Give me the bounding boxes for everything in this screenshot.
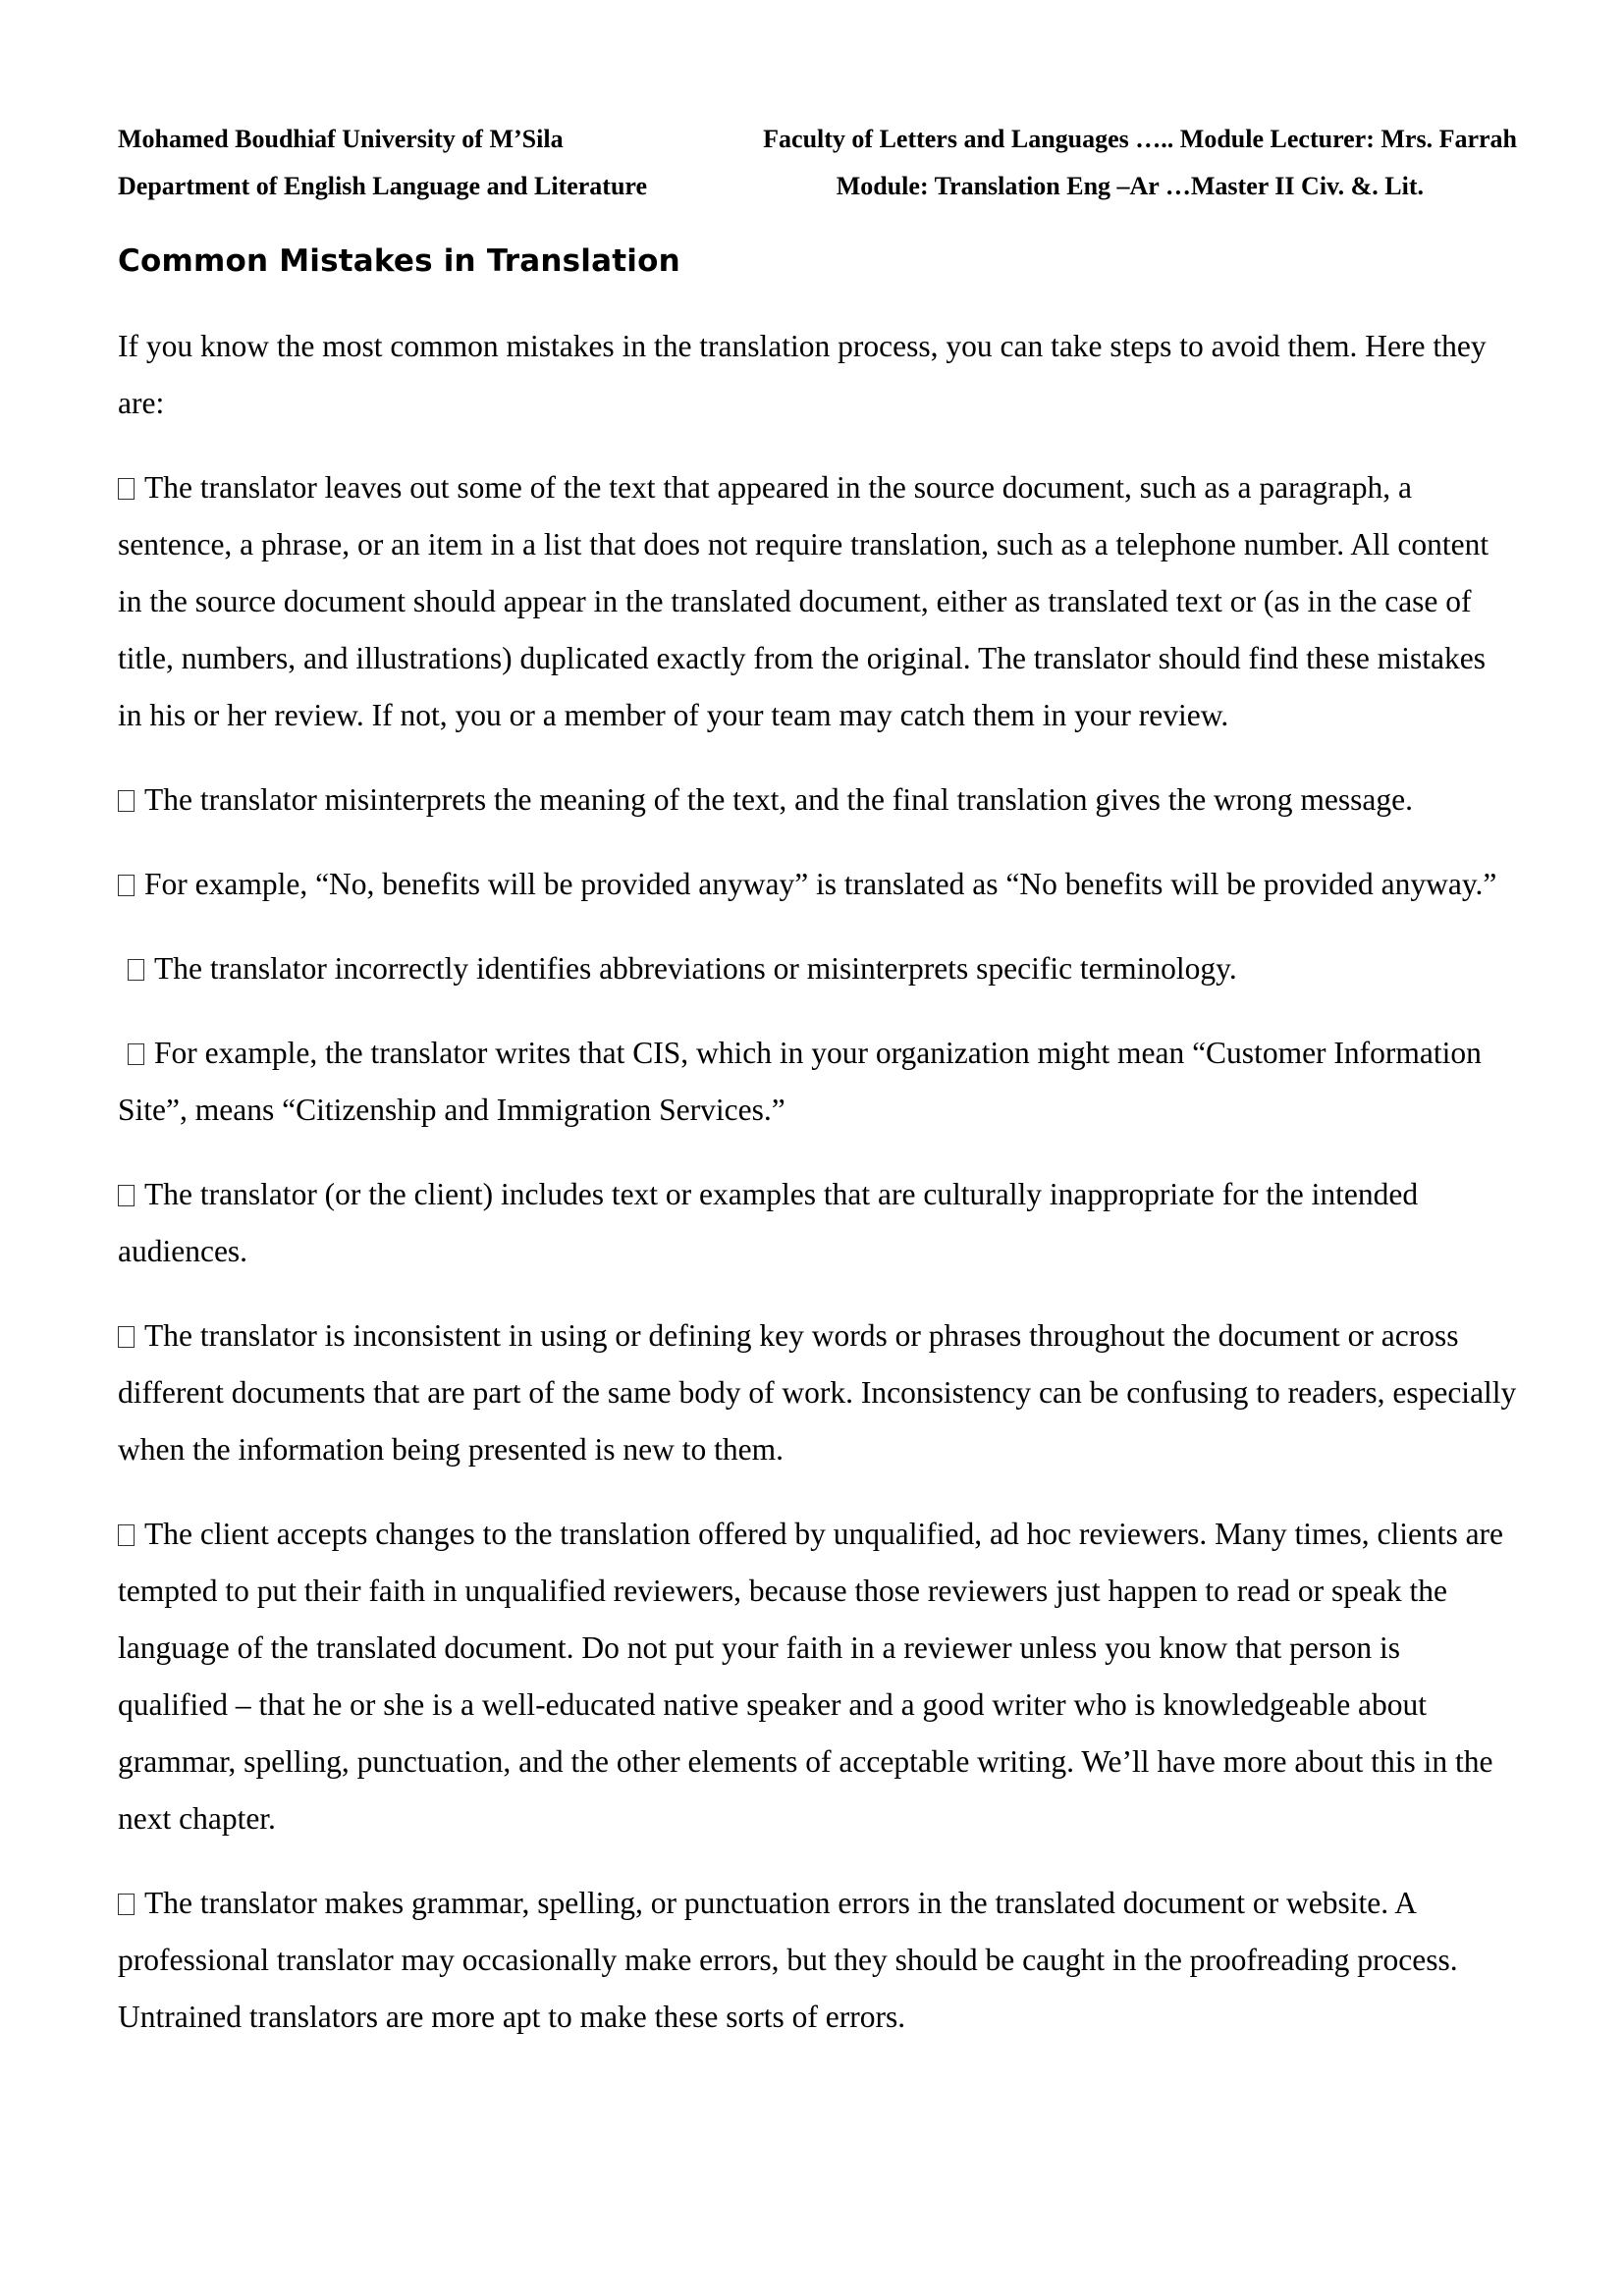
list-item-text: The client accepts changes to the translation offered by unqualified, ad hoc reviewers. Many times, clients are tempted to put their faith in unqualified reviewers, because those reviewers just happen to read or speak the language of the translated document. Do not put your faith in a reviewer unless you know that person is qualified – that he or she is a well-educated native speaker and a good writer who is knowledgeable about grammar, spelling, punctuation, and the other elements of acceptable writing. We’ll have more about this in the next chapter. bbox=[118, 1517, 1504, 1836]
list-item-text: For example, “No, benefits will be provided anyway” is translated as “No benefits will be provided anyway.” bbox=[144, 867, 1497, 901]
bullet-box-icon bbox=[118, 478, 135, 500]
faculty-lecturer: Faculty of Letters and Languages ….. Module Lecturer: Mrs. Farrah bbox=[763, 125, 1517, 153]
list-item bbox=[118, 1875, 1517, 2046]
list-item-text: The translator (or the client) includes text or examples that are culturally inappropriate for the intended audiences. bbox=[118, 1177, 1419, 1268]
bullet-box-icon bbox=[118, 790, 135, 812]
list-item-text: For example, the translator writes that CIS, which in your organization might mean “Customer Information Site”, means “Citizenship and Immigration Services.” bbox=[118, 1036, 1482, 1127]
list-item-text: The translator leaves out some of the text that appeared in the source document, such as a paragraph, a sentence, a phrase, or an item in a list that does not require translation, such as a telephone number. All content in the source document should appear in the translated document, either as translated text or (as in the case of title, numbers, and illustrations) duplicated exactly from the original. The translator should find these mistakes in his or her review. If not, you or a member of your team may catch them in your review. bbox=[118, 470, 1489, 732]
list-item-text: The translator is inconsistent in using or defining key words or phrases throughout the document or across different documents that are part of the same body of work. Inconsistency can be confusing to readers, especially when the information being presented is new to them. bbox=[118, 1318, 1517, 1467]
list-item bbox=[118, 459, 1517, 744]
bullet-box-icon bbox=[118, 1524, 135, 1546]
university-name: Mohamed Boudhiaf University of M’Sila bbox=[118, 125, 564, 153]
bullet-box-icon bbox=[118, 1185, 135, 1206]
bullet-box-icon bbox=[118, 875, 135, 896]
bullet-box-icon bbox=[128, 1043, 144, 1065]
list-item bbox=[118, 1506, 1517, 1847]
list-item bbox=[118, 856, 1517, 913]
bullet-box-icon bbox=[118, 1894, 135, 1915]
page-title: Common Mistakes in Translation bbox=[118, 243, 680, 279]
list-item-text: The translator incorrectly identifies abbreviations or misinterprets specific terminology. bbox=[154, 951, 1237, 986]
document-page bbox=[118, 116, 1517, 2073]
bullet-box-icon bbox=[118, 1326, 135, 1348]
header-row-1 bbox=[118, 116, 1517, 163]
list-item bbox=[118, 772, 1517, 828]
list-item-text: The translator makes grammar, spelling, or punctuation errors in the translated document or website. A professional translator may occasionally make errors, but they should be caught in the proofreading process. Untrained translators are more apt to make these sorts of errors. bbox=[118, 1886, 1458, 2034]
department-name: Department of English Language and Literature bbox=[118, 172, 648, 200]
document-header bbox=[118, 116, 1517, 210]
list-item bbox=[118, 1308, 1517, 1478]
list-item-text: The translator misinterprets the meaning of the text, and the final translation gives the wrong message. bbox=[144, 782, 1414, 817]
bullet-box-icon bbox=[128, 959, 144, 981]
intro-paragraph: If you know the most common mistakes in the translation process, you can take steps to avoid them. Here they are: bbox=[118, 329, 1487, 420]
module-name: Module: Translation Eng –Ar …Master II Civ. &. Lit. bbox=[836, 172, 1424, 200]
list-item bbox=[118, 1025, 1517, 1139]
list-item bbox=[118, 1166, 1517, 1280]
list-item bbox=[118, 940, 1517, 997]
header-row-2 bbox=[118, 163, 1517, 210]
